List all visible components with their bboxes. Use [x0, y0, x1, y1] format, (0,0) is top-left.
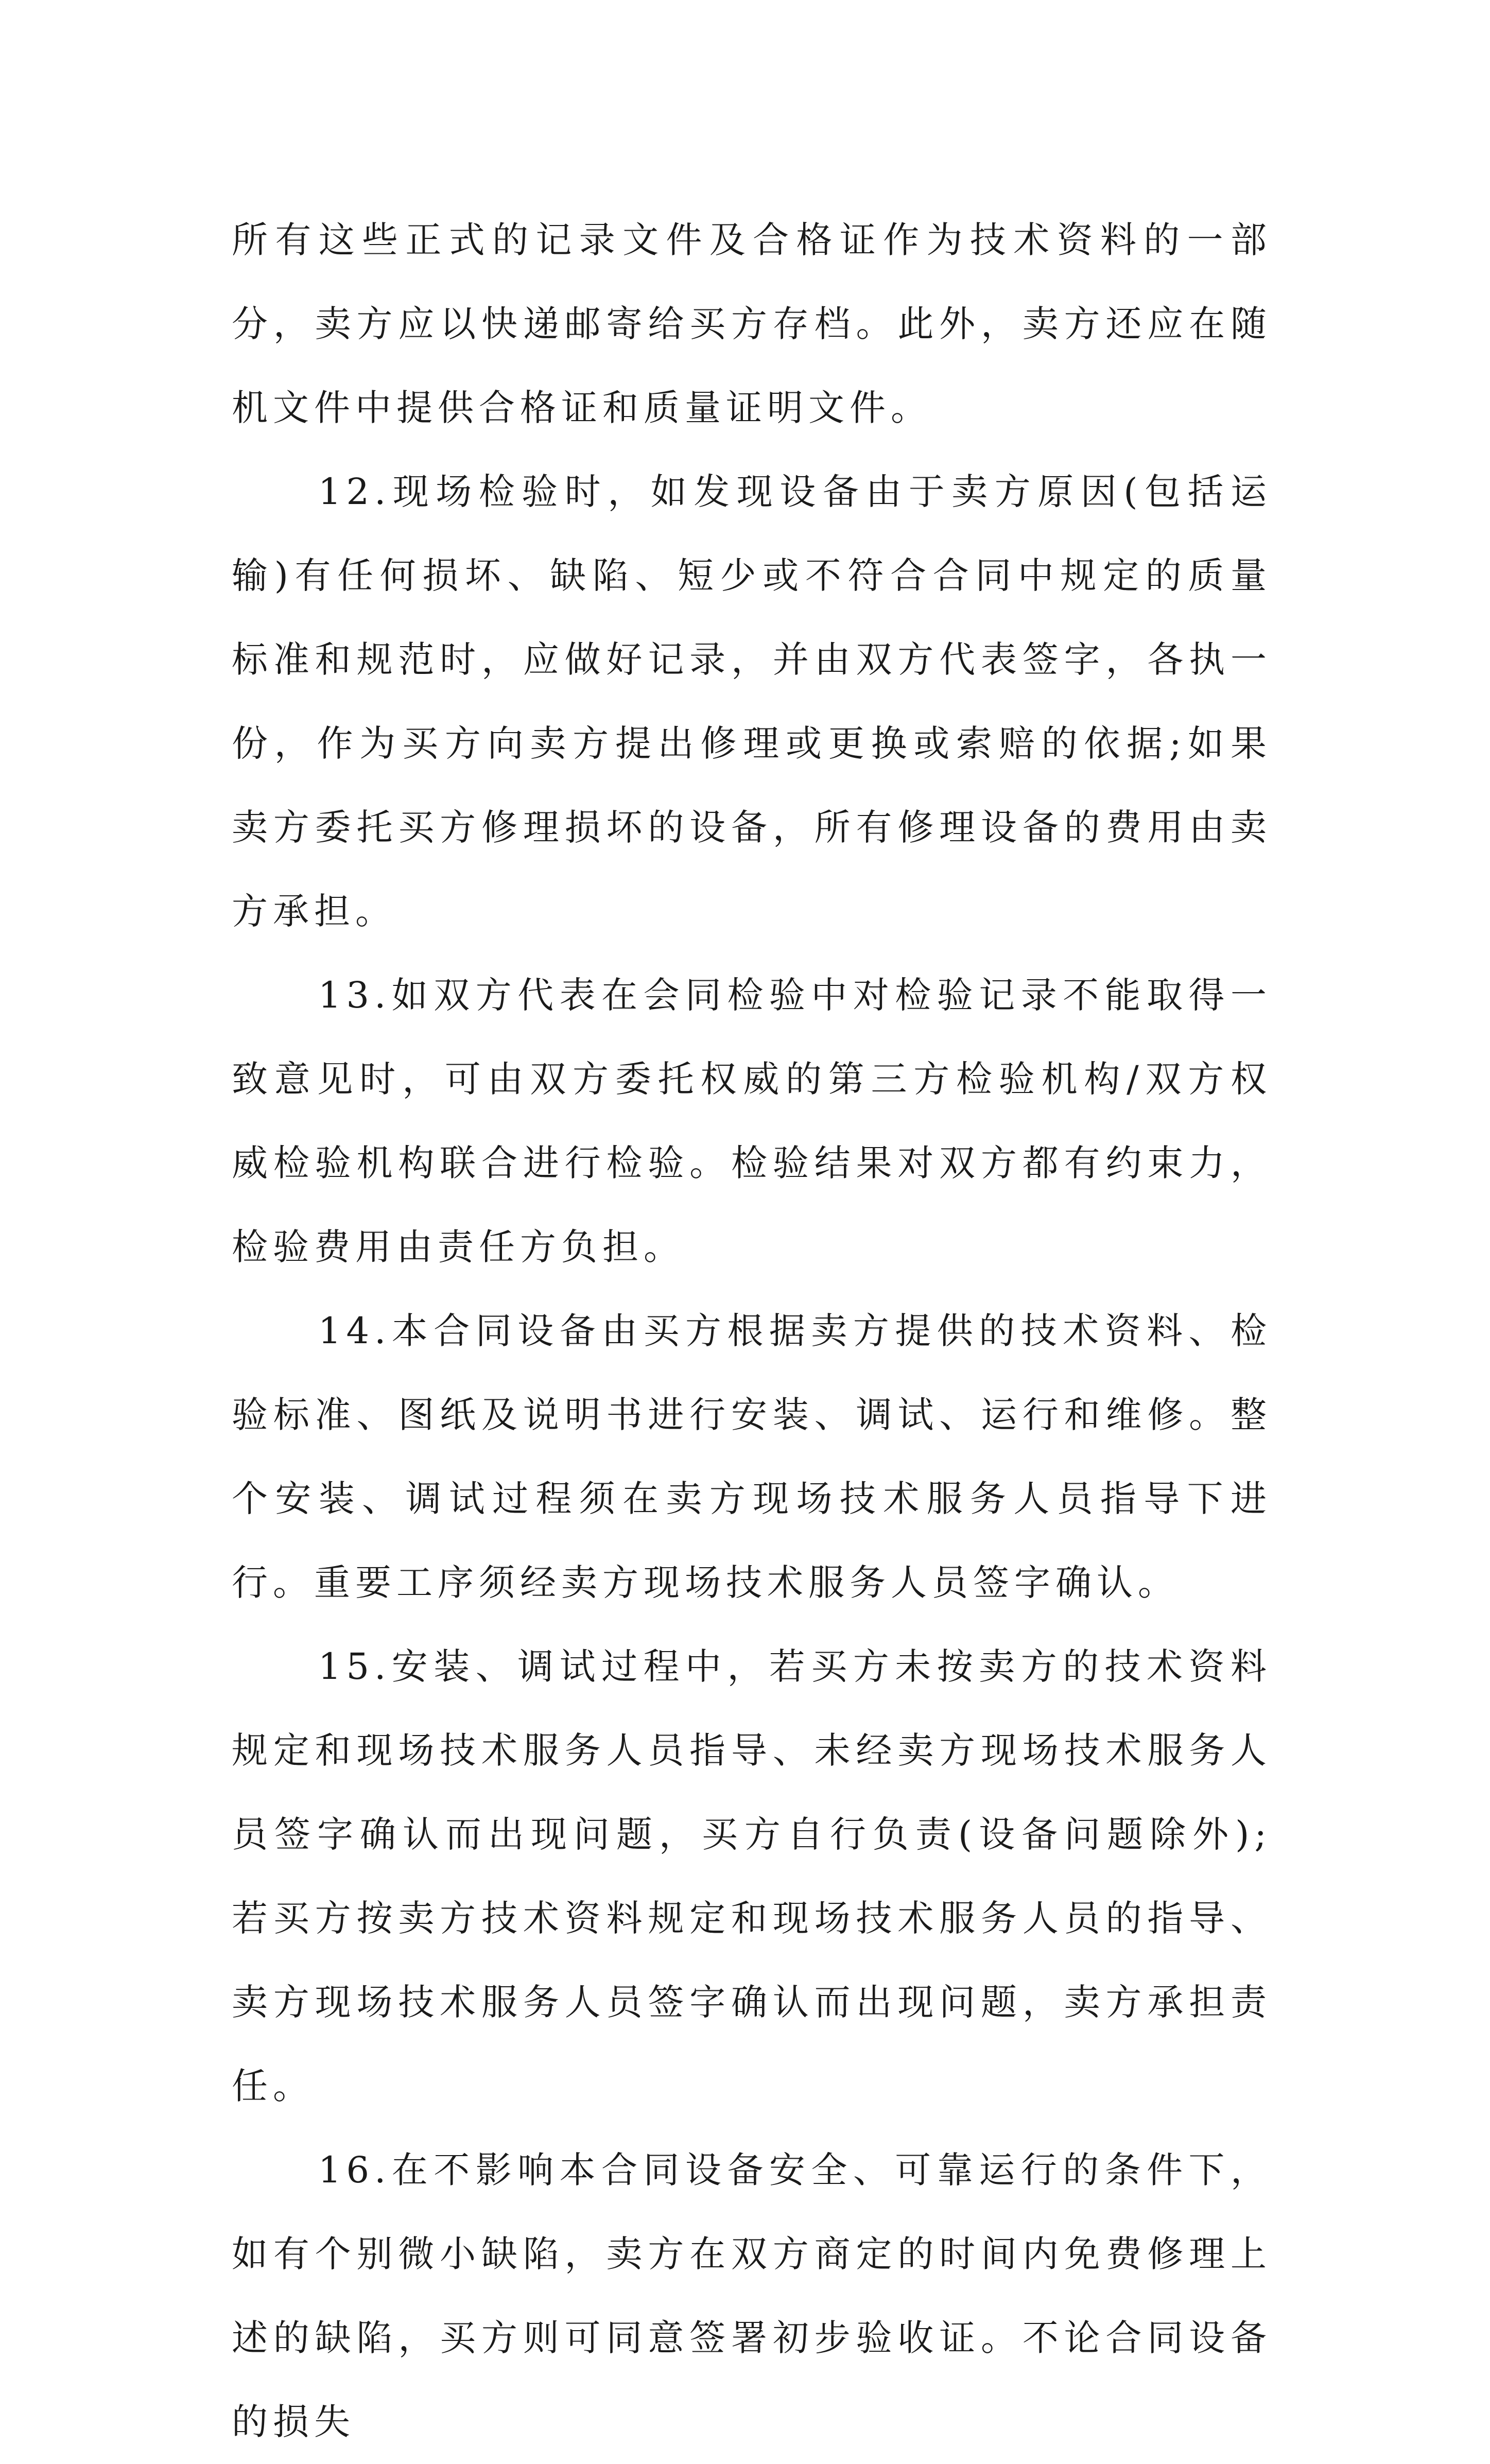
paragraph-clause-12: 12.现场检验时，如发现设备由于卖方原因(包括运输)有任何损坏、缺陷、短少或不符合合同中规定的质量标准和规范时，应做好记录，并由双方代表签字，各执一份，作为买方向卖方提出修理或更换或索赔的依据;如果卖方委托买方修理损坏的设备，所有修理设备的费用由卖方承担。: [232, 471, 1272, 932]
paragraph-clause-16: 16.在不影响本合同设备安全、可靠运行的条件下，如有个别微小缺陷，卖方在双方商定的时间内免费修理上述的缺陷，买方则可同意签署初步验收证。不论合同设备的损失: [232, 2149, 1272, 2443]
paragraph-continuation: 所有这些正式的记录文件及合格证作为技术资料的一部分，卖方应以快递邮寄给买方存档。此外，卖方还应在随机文件中提供合格证和质量证明文件。: [232, 219, 1272, 429]
document-body: [232, 198, 1272, 2464]
paragraph-clause-14: 14.本合同设备由买方根据卖方提供的技术资料、检验标准、图纸及说明书进行安装、调试、运行和维修。整个安装、调试过程须在卖方现场技术服务人员指导下进行。重要工序须经卖方现场技术服务人员签字确认。: [232, 1310, 1272, 1604]
paragraph-clause-13: 13.如双方代表在会同检验中对检验记录不能取得一致意见时，可由双方委托权威的第三方检验机构/双方权威检验机构联合进行检验。检验结果对双方都有约束力，检验费用由责任方负担。: [232, 974, 1272, 1268]
paragraph-clause-15: 15.安装、调试过程中，若买方未按卖方的技术资料规定和现场技术服务人员指导、未经卖方现场技术服务人员签字确认而出现问题，买方自行负责(设备问题除外);若买方按卖方技术资料规定和现场技术服务人员的指导、卖方现场技术服务人员签字确认而出现问题，卖方承担责任。: [232, 1645, 1272, 2107]
